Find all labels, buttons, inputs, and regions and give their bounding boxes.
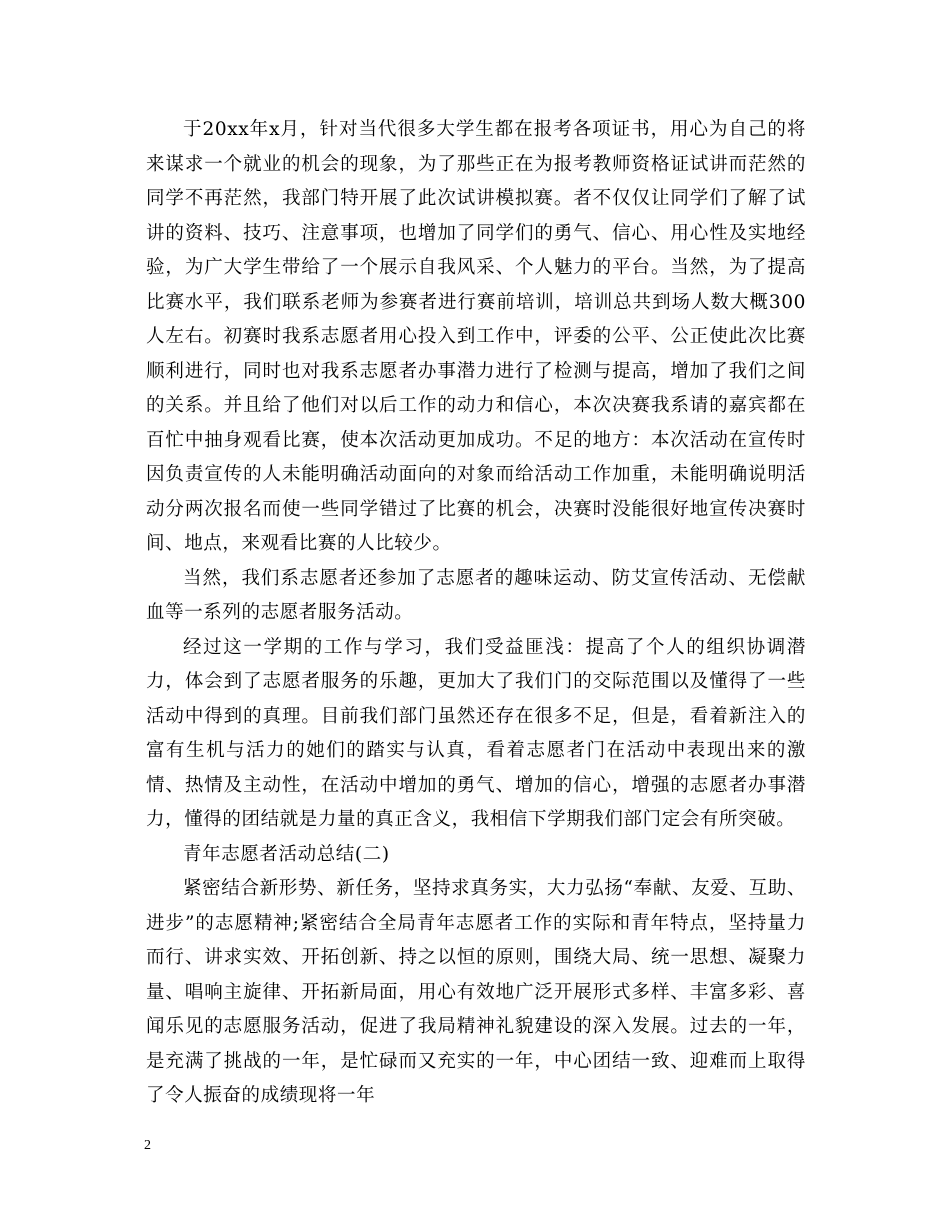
document-body [146, 113, 806, 1114]
paragraph-semester-reflection: 经过这一学期的工作与学习，我们受益匪浅：提高了个人的组织协调潜力，体会到了志愿者服务的乐趣，更加大了我们门的交际范围以及懂得了一些活动中得到的真理。目前我们部门虽然还存在很多不足，但是，看着新注入的富有生机与活力的她们的踏实与认真，看着志愿者门在活动中表现出来的激情、热情及主动性，在活动中增加的勇气、增加的信心，增强的志愿者办事潜力，懂得的团结就是力量的真正含义，我相信下学期我们部门定会有所突破。 [146, 636, 806, 830]
paragraph-other-activities: 当然，我们系志愿者还参加了志愿者的趣味运动、防艾宣传活动、无偿献血等一系列的志愿者服务活动。 [146, 567, 806, 623]
paragraph-trial-lecture-contest: 于20xx年x月，针对当代很多大学生都在报考各项证书，用心为自己的将来谋求一个就业的机会的现象，为了那些正在为报考教师资格证试讲而茫然的同学不再茫然，我部门特开展了此次试讲模拟赛。者不仅仅让同学们了解了试讲的资料、技巧、注意事项，也增加了同学们的勇气、信心、用心性及实地经验，为广大学生带给了一个展示自我风采、个人魅力的平台。当然，为了提高比赛水平，我们联系老师为参赛者进行赛前培训，培训总共到场人数大概300人左右。初赛时我系志愿者用心投入到工作中，评委的公平、公正使此次比赛顺利进行，同时也对我系志愿者办事潜力进行了检测与提高，增加了我们之间的关系。并且给了他们对以后工作的动力和信心，本次决赛我系请的嘉宾都在百忙中抽身观看比赛，使本次活动更加成功。不足的地方：本次活动在宣传时因负责宣传的人未能明确活动面向的对象而给活动工作加重，未能明确说明活动分两次报名而使一些同学错过了比赛的机会，决赛时没能很好地宣传决赛时间、地点，来观看比赛的人比较少。 [146, 119, 806, 554]
paragraph-volunteer-spirit: 紧密结合新形势、新任务，坚持求真务实，大力弘扬“奉献、友爱、互助、进步”的志愿精神;紧密结合全局青年志愿者工作的实际和青年特点，坚持量力而行、讲求实效、开拓创新、持之以恒的原则，围绕大局、统一思想、凝聚力量、唱响主旋律、开拓新局面，用心有效地广泛开展形式多样、丰富多彩、喜闻乐见的志愿服务活动，促进了我局精神礼貌建设的深入发展。过去的一年，是充满了挑战的一年，是忙碌而又充实的一年，中心团结一致、迎难而上取得了令人振奋的成绩现将一年 [146, 878, 806, 1106]
section-heading: 青年志愿者活动总结(二) [183, 843, 390, 865]
page-number: 2 [144, 1138, 151, 1153]
